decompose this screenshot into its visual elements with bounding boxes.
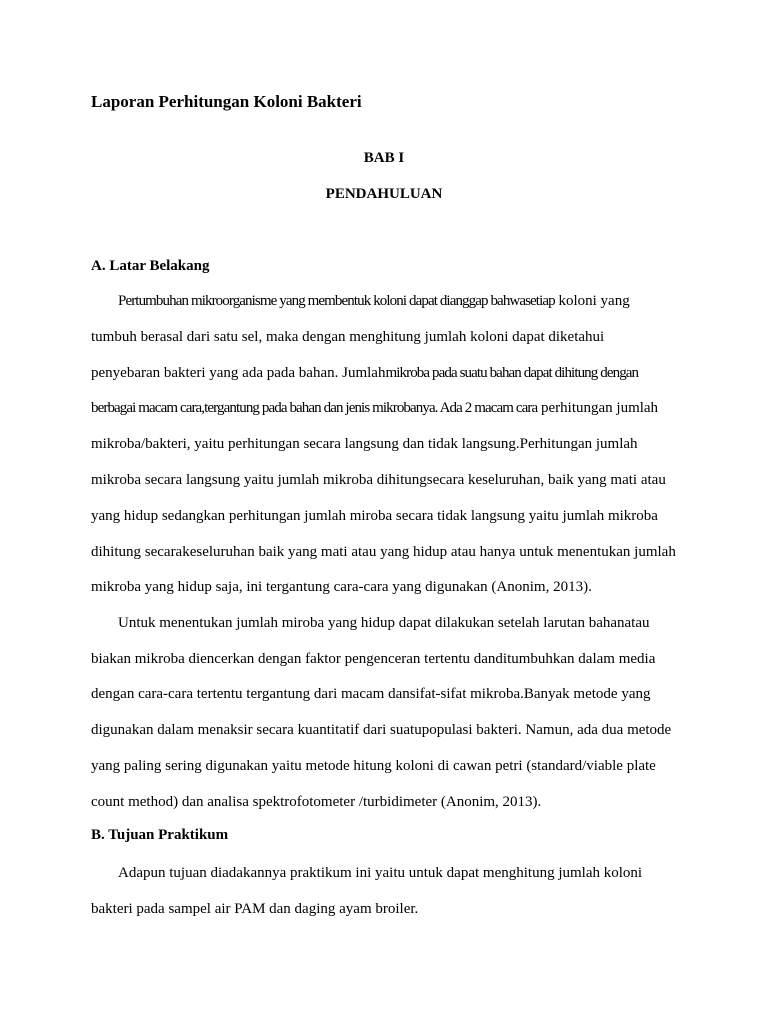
text-run: koloni yang — [554, 293, 630, 309]
paragraph-line: Untuk menentukan jumlah miroba yang hidup dapat dilakukan setelah larutan bahanatau — [118, 615, 650, 631]
chapter-number: BAB I — [363, 150, 405, 166]
paragraph-line: yang hidup sedangkan perhitungan jumlah miroba secara tidak langsung yaitu jumlah mikroba — [91, 508, 658, 524]
paragraph-line — [91, 327, 604, 347]
paragraph-line: dengan cara-cara tertentu tergantung dari macam dansifat-sifat mikroba.Banyak metode yang — [91, 686, 651, 702]
section-a-heading: A. Latar Belakang — [91, 258, 210, 274]
paragraph-line — [91, 398, 658, 418]
chapter-title: PENDAHULUAN — [325, 186, 443, 202]
paragraph-line: mikroba yang hidup saja, ini tergantung cara-cara yang digunakan (Anonim, 2013). — [91, 579, 592, 595]
paragraph-line: Adapun tujuan diadakannya praktikum ini yaitu untuk dapat menghitung jumlah koloni — [118, 865, 643, 881]
text-run: penyebaran bakteri yang ada pada bahan. Jumlah — [91, 365, 386, 381]
paragraph-line: yang paling sering digunakan yaitu metode hitung koloni di cawan petri (standard/viable plate — [91, 758, 656, 774]
paragraph-line: count method) dan analisa spektrofotometer /turbidimeter (Anonim, 2013). — [91, 794, 542, 810]
paragraph-line — [118, 291, 630, 311]
paragraph-line: biakan mikroba diencerkan dengan faktor pengenceran tertentu danditumbuhkan dalam media — [91, 651, 656, 667]
paragraph-line: digunakan dalam menaksir secara kuantitatif dari suatupopulasi bakteri. Namun, ada dua metode — [91, 722, 672, 738]
paragraph-line: mikroba/bakteri, yaitu perhitungan secara langsung dan tidak langsung.Perhitungan jumlah — [91, 436, 638, 452]
text-run: Pertumbuhan mikroorganisme yang membentuk koloni dapat dianggap bahwasetiap — [118, 293, 555, 309]
paragraph-line: dihitung secarakeseluruhan baik yang mati atau yang hidup atau hanya untuk menentukan jumlah — [91, 544, 676, 560]
paragraph-line: bakteri pada sampel air PAM dan daging ayam broiler. — [91, 901, 419, 917]
text-run: mikroba pada suatu bahan dapat dihitung dengan — [385, 365, 639, 381]
paragraph-line: mikroba secara langsung yaitu jumlah mikroba dihitungsecara keseluruhan, baik yang mati atau — [91, 472, 666, 488]
paragraph-line — [91, 363, 638, 383]
text-run: perhitungan jumlah — [537, 400, 659, 416]
document-title: Laporan Perhitungan Koloni Bakteri — [91, 92, 362, 111]
text-run: tumbuh berasal dari satu sel, maka dengan menghitung jumlah koloni dapat diketahui — [91, 329, 605, 345]
section-b-heading: B. Tujuan Praktikum — [91, 827, 229, 843]
text-run: berbagai macam cara,tergantung pada bahan dan jenis mikrobanya. Ada 2 macam cara — [91, 400, 538, 416]
